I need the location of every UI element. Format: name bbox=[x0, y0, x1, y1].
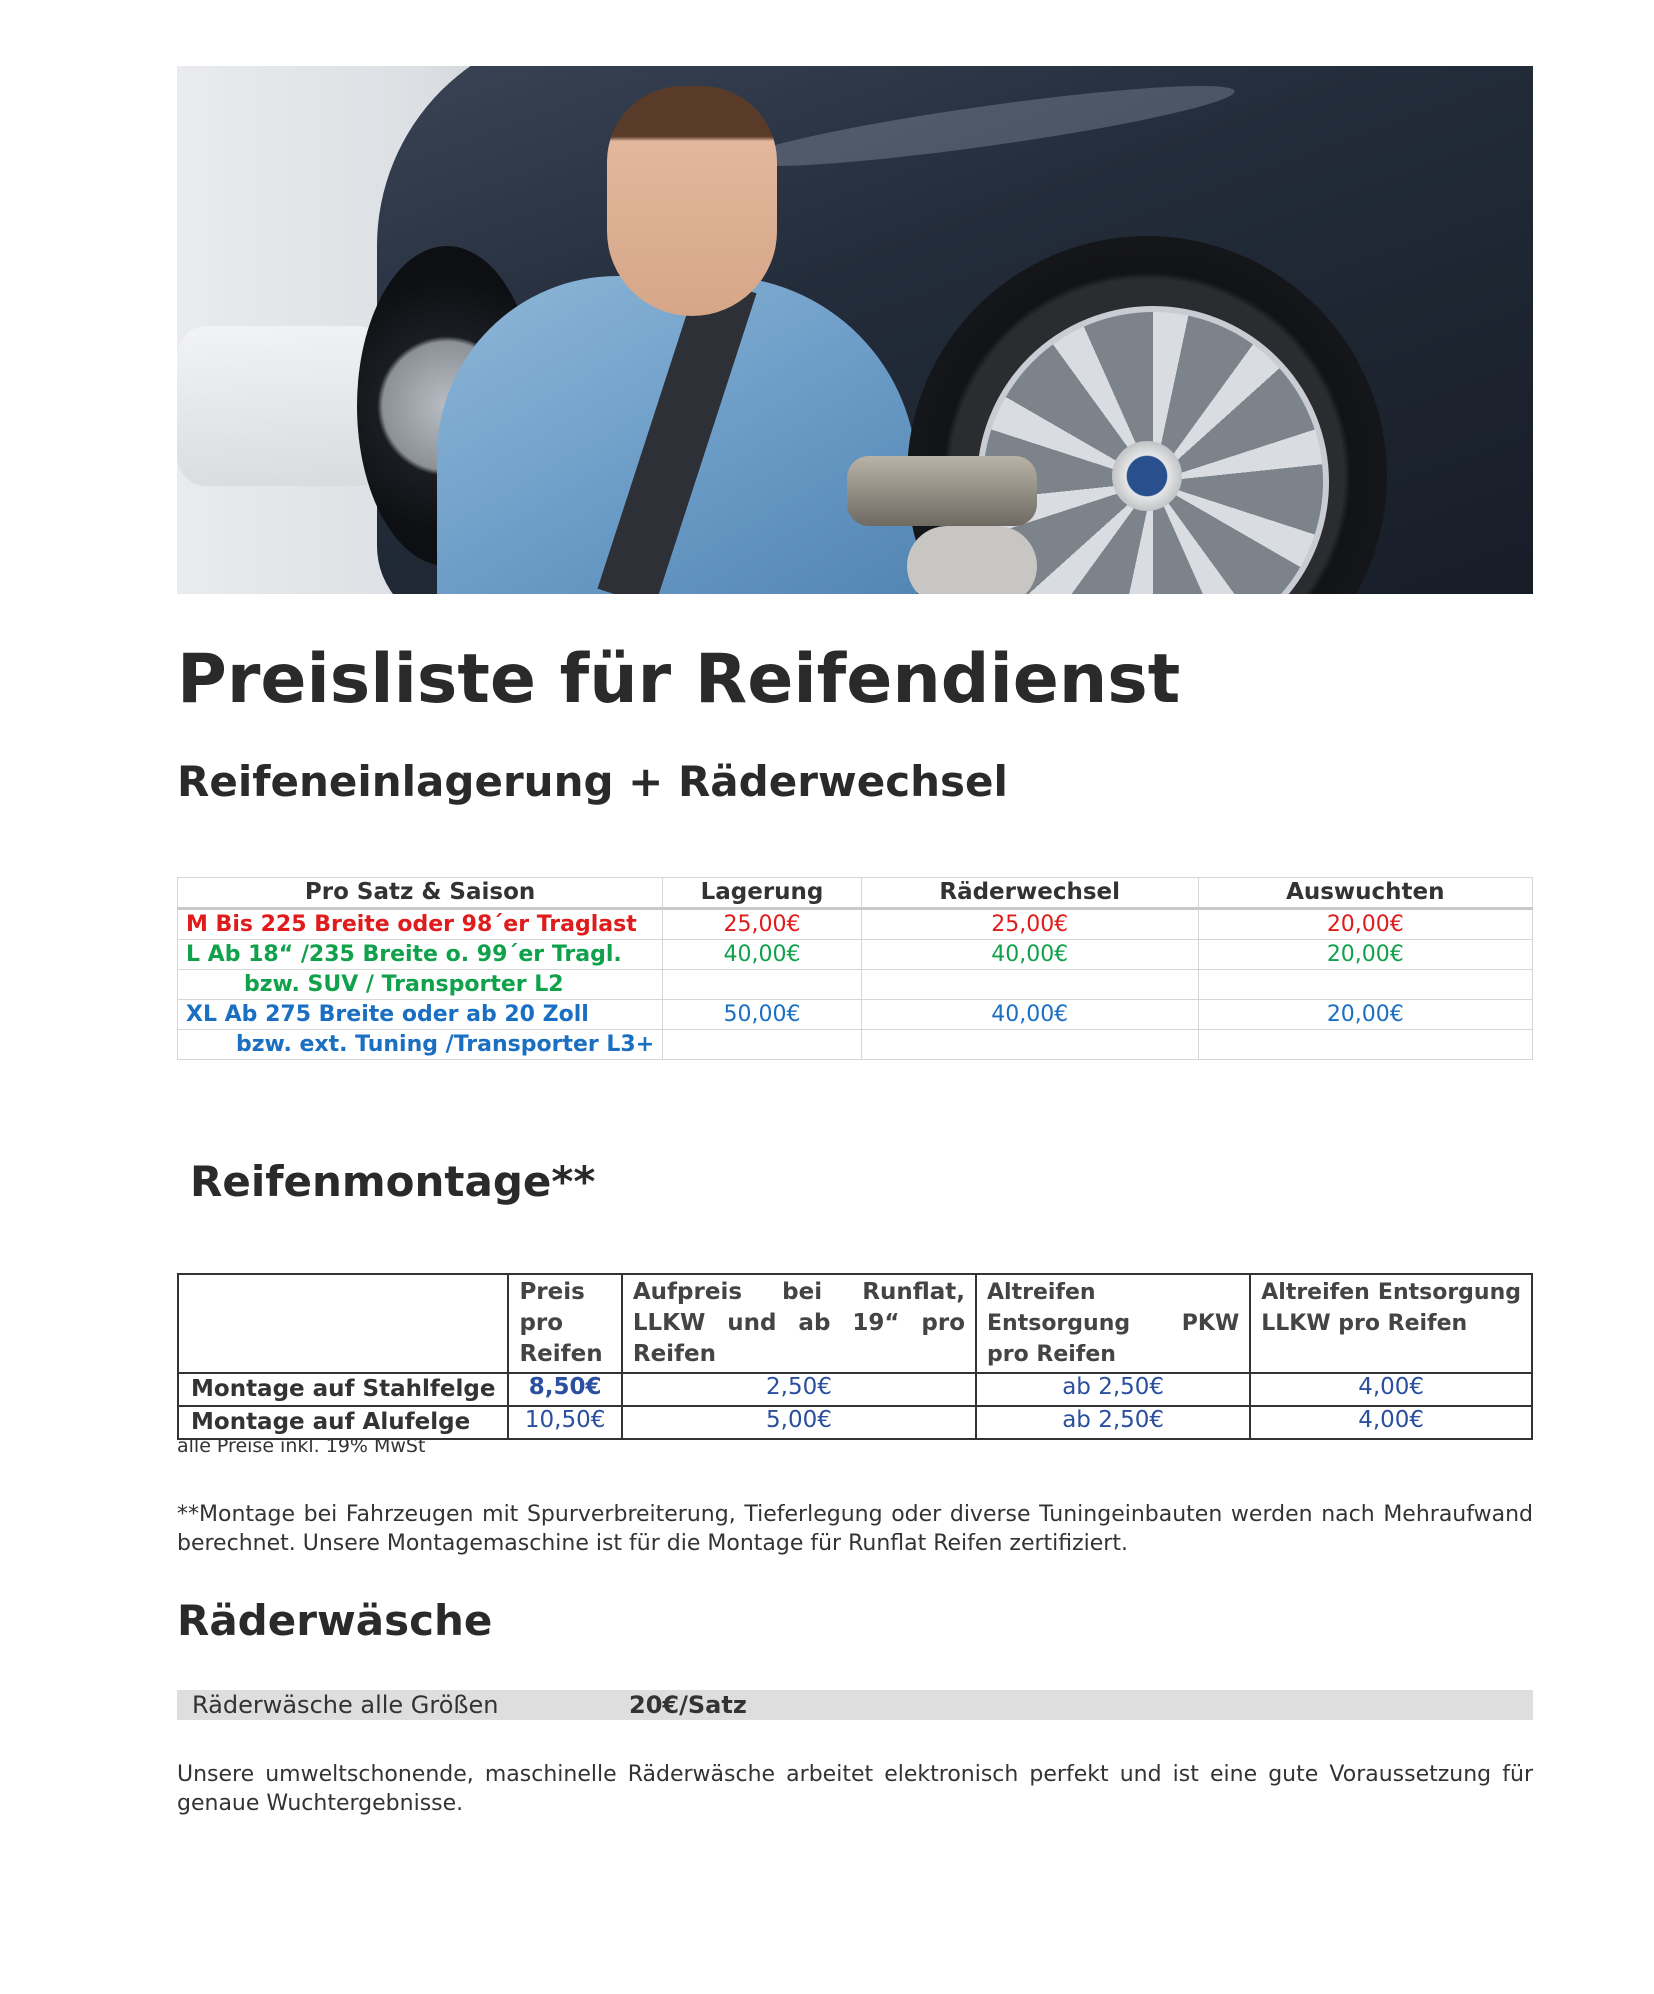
price-balancing: 20,00€ bbox=[1198, 909, 1532, 940]
column-header: Auswuchten bbox=[1198, 878, 1532, 909]
column-header-price: Preis pro Reifen bbox=[508, 1274, 621, 1373]
wash-price-row bbox=[177, 1690, 1533, 1720]
price-balancing bbox=[1198, 1030, 1532, 1060]
impact-wrench-shape bbox=[847, 456, 1037, 526]
price-balancing bbox=[1198, 970, 1532, 1000]
hub-logo-shape bbox=[1112, 441, 1182, 511]
size-sublabel: bzw. ext. Tuning /Transporter L3+ bbox=[178, 1030, 663, 1060]
glove-shape bbox=[907, 526, 1037, 594]
price-balancing: 20,00€ bbox=[1198, 940, 1532, 970]
row-label: Montage auf Alufelge bbox=[178, 1406, 508, 1439]
vat-note: alle Preise inkl. 19% MwSt bbox=[177, 1435, 426, 1457]
mounting-footnote: **Montage bei Fahrzeugen mit Spurverbreiterung, Tieferlegung oder diverse Tuningeinbauten werden nach Mehraufwand berechnet. Unsere Montagemaschine ist für die Montage für Runflat Reifen zertifiziert. bbox=[177, 1502, 1533, 1556]
table-row bbox=[178, 1030, 1533, 1060]
price-change: 40,00€ bbox=[861, 1000, 1198, 1030]
price-storage: 25,00€ bbox=[663, 909, 862, 940]
background-car-shape bbox=[177, 326, 387, 486]
table-row bbox=[178, 1000, 1533, 1030]
disposal-llkw: 4,00€ bbox=[1250, 1373, 1532, 1406]
size-label: L Ab 18“ /235 Breite o. 99´er Tragl. bbox=[178, 940, 663, 970]
table-row bbox=[178, 909, 1533, 940]
storage-price-table bbox=[177, 877, 1533, 1060]
hero-photo-mechanic-changing-tire bbox=[177, 66, 1533, 594]
empty-header-cell bbox=[178, 1274, 508, 1373]
price-change: 25,00€ bbox=[861, 909, 1198, 940]
price-per-tire: 10,50€ bbox=[508, 1406, 621, 1439]
wash-price: 20€/Satz bbox=[629, 1691, 747, 1719]
price-per-tire: 8,50€ bbox=[508, 1373, 621, 1406]
column-header-disposal-llkw: Altreifen Entsorgung LLKW pro Reifen bbox=[1250, 1274, 1532, 1373]
table-row bbox=[178, 970, 1533, 1000]
price-storage bbox=[663, 1030, 862, 1060]
section-heading-washing: Räderwäsche bbox=[177, 1596, 493, 1645]
table-header-row bbox=[178, 878, 1533, 909]
price-change bbox=[861, 970, 1198, 1000]
mounting-price-table bbox=[177, 1273, 1533, 1440]
surcharge: 5,00€ bbox=[622, 1406, 976, 1439]
disposal-llkw: 4,00€ bbox=[1250, 1406, 1532, 1439]
wash-label: Räderwäsche alle Größen bbox=[192, 1691, 499, 1719]
disposal-pkw: ab 2,50€ bbox=[976, 1373, 1250, 1406]
mechanic-head-shape bbox=[607, 86, 777, 316]
section-heading-mounting: Reifenmontage** bbox=[190, 1157, 596, 1206]
row-label: Montage auf Stahlfelge bbox=[178, 1373, 508, 1406]
column-header: Lagerung bbox=[663, 878, 862, 909]
table-row bbox=[178, 1373, 1532, 1406]
page-title: Preisliste für Reifendienst bbox=[177, 640, 1181, 719]
surcharge: 2,50€ bbox=[622, 1373, 976, 1406]
price-storage: 40,00€ bbox=[663, 940, 862, 970]
column-header-surcharge: Aufpreis bei Runflat, LLKW und ab 19“ pro Reifen bbox=[622, 1274, 976, 1373]
table-row bbox=[178, 940, 1533, 970]
column-header: Räderwechsel bbox=[861, 878, 1198, 909]
disposal-pkw: ab 2,50€ bbox=[976, 1406, 1250, 1439]
column-header-disposal-pkw: Altreifen Entsorgung PKW pro Reifen bbox=[976, 1274, 1250, 1373]
size-label: XL Ab 275 Breite oder ab 20 Zoll bbox=[178, 1000, 663, 1030]
table-header-row bbox=[178, 1274, 1532, 1373]
column-header: Pro Satz & Saison bbox=[178, 878, 663, 909]
price-balancing: 20,00€ bbox=[1198, 1000, 1532, 1030]
size-label: M Bis 225 Breite oder 98´er Traglast bbox=[178, 909, 663, 940]
section-heading-storage: Reifeneinlagerung + Räderwechsel bbox=[177, 757, 1008, 806]
price-change bbox=[861, 1030, 1198, 1060]
price-storage bbox=[663, 970, 862, 1000]
price-storage: 50,00€ bbox=[663, 1000, 862, 1030]
price-change: 40,00€ bbox=[861, 940, 1198, 970]
wash-description: Unsere umweltschonende, maschinelle Räderwäsche arbeitet elektronisch perfekt und ist eine gute Voraussetzung für genaue Wuchtergebnisse. bbox=[177, 1762, 1533, 1816]
size-sublabel: bzw. SUV / Transporter L2 bbox=[178, 970, 663, 1000]
